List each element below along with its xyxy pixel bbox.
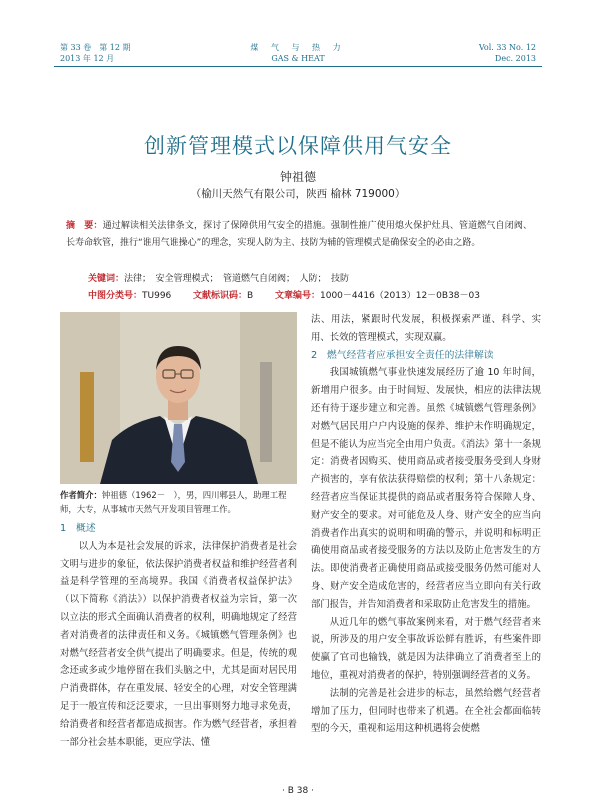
section-2-paragraph-2: 从近几年的燃气事故案例来看，对于燃气经营者来说，所涉及的用户安全事故诉讼鲜有胜诉，有些案件即使赢了官司也输钱，就是因为法律确立了消费者至上的地位，重视对消费者的保护，特别强调经营者的义务。 — [311, 616, 541, 681]
author-photo — [60, 312, 297, 484]
article-author: 钟祖德 — [279, 170, 316, 184]
running-header-right — [479, 42, 536, 64]
left-column — [60, 520, 297, 751]
author-note-label: 作者简介： — [60, 490, 102, 500]
running-header-center — [228, 42, 368, 64]
doc-code-value: B — [247, 291, 254, 301]
keywords-label: 关键词： — [88, 274, 125, 284]
right-column — [311, 311, 541, 738]
section-1-continuation: 法、用法，紧跟时代发展，积极探索严谨、科学、实用、长效的管理模式，实现双赢。 — [311, 314, 541, 343]
author-note-text: 钟祖德（1962－ ），男，四川郫县人，助理工程师，大专，从事城市天然气开发项目管理工作。 — [60, 490, 287, 514]
author-portrait-image — [60, 312, 297, 484]
header-rule — [54, 66, 542, 67]
classification-line — [88, 288, 480, 301]
abstract-label: 摘 要： — [66, 221, 103, 231]
issue-date-en: Dec. 2013 — [494, 54, 536, 63]
volume-issue: 第 33 卷 第 12 期 — [60, 43, 131, 52]
running-header-left — [60, 42, 131, 64]
section-2-title: 2 燃气经营者应承担安全责任的法律解读 — [311, 349, 494, 361]
abstract — [66, 218, 532, 252]
keywords-text: 法律； 安全管理模式； 管道燃气自闭阀； 人防； 技防 — [124, 274, 350, 284]
doc-code-label: 文献标识码： — [193, 291, 248, 301]
journal-name-en: GAS & HEAT — [271, 54, 325, 63]
section-2-paragraph-3: 法制的完善是社会进步的标志，虽然给燃气经营者增加了压力，但同时也带来了机遇。在全社会都面临转型的今天，重视和运用这种机遇将会使燃 — [311, 687, 541, 735]
issue-date: 2013 年 12 月 — [60, 54, 115, 63]
author-affiliation: （榆川天然气有限公司，陕西 榆林 719000） — [190, 188, 406, 200]
article-no-value: 1000－4416（2013）12－0B38－03 — [320, 291, 480, 301]
volume-issue-en: Vol. 33 No. 12 — [478, 43, 536, 52]
clc-label: 中图分类号： — [88, 291, 143, 301]
author-note — [60, 488, 297, 516]
journal-name: 煤 气 与 热 力 — [250, 43, 346, 52]
section-2-paragraph-1: 我国城镇燃气事业快速发展经历了逾 10 年时间，新增用户很多。由于时间短、发展快，相应的法律法规还有待于逐步建立和完善。虽然《城镇燃气管理条例》对燃气居民用户户内设施的保养、维护未作明确规定，但是不能认为应当完全由用户负责。《消法》第十一条规定：消费者因购买、使用商品或者接受服务受到人身财产损害的，享有依法获得赔偿的权利；第十八条规定：经营者应当保证其提供的商品或者服务符合保障人身、财产安全的要求。对可能危及人身、财产安全的应当向消费者作出真实的说明和明确的警示，并说明和标明正确使用商品或者接受服务的方法以及防止危害发生的方法。即使消费者正确使用商品或接受服务仍然可能对人身、财产安全造成危害的，经营者应当立即向有关行政部门报告，并告知消费者和采取防止危害发生的措施。 — [311, 367, 541, 610]
page-number: · B 38 · — [282, 786, 314, 796]
section-1-title: 1 概述 — [60, 523, 96, 534]
abstract-text: 通过解读相关法律条文，探讨了保障供用气安全的措施。强制性推广使用熄火保护灶具、管道燃气自闭阀、长寿命软管，推行“谁用气谁操心”的理念，实现人防为主、技防为辅的管理模式是确保安全的必由之路。 — [66, 221, 532, 248]
article-title: 创新管理模式以保障供用气安全 — [144, 134, 452, 158]
clc-value: TU996 — [142, 291, 172, 301]
section-1-paragraph-1: 以人为本是社会发展的诉求，法律保护消费者是社会文明与进步的象征，依法保护消费者权益和维护经营者利益是科学管理的至高境界。我国《消费者权益保护法》（以下简称《消法》）以保护消费者权益为宗旨，第一次以立法的形式全面确认消费者的权利，明确地规定了经营者对消费者的法律责任和义务。《城镇燃气管理条例》也对燃气经营者安全供气提出了明确要求。但是，传统的观念还或多或少地停留在我们头脑之中，尤其是面对居民用户消费群体，存在重发展、轻安全的心理，对安全管理满足于一般宣传和泛泛要求，一旦出事则努力地寻求免责，给消费者和经营者都造成损害。作为燃气经营者，承担着一部分社会基本职能，更应学法、懂 — [60, 540, 297, 748]
article-no-label: 文章编号： — [274, 291, 320, 301]
keywords — [88, 271, 349, 284]
